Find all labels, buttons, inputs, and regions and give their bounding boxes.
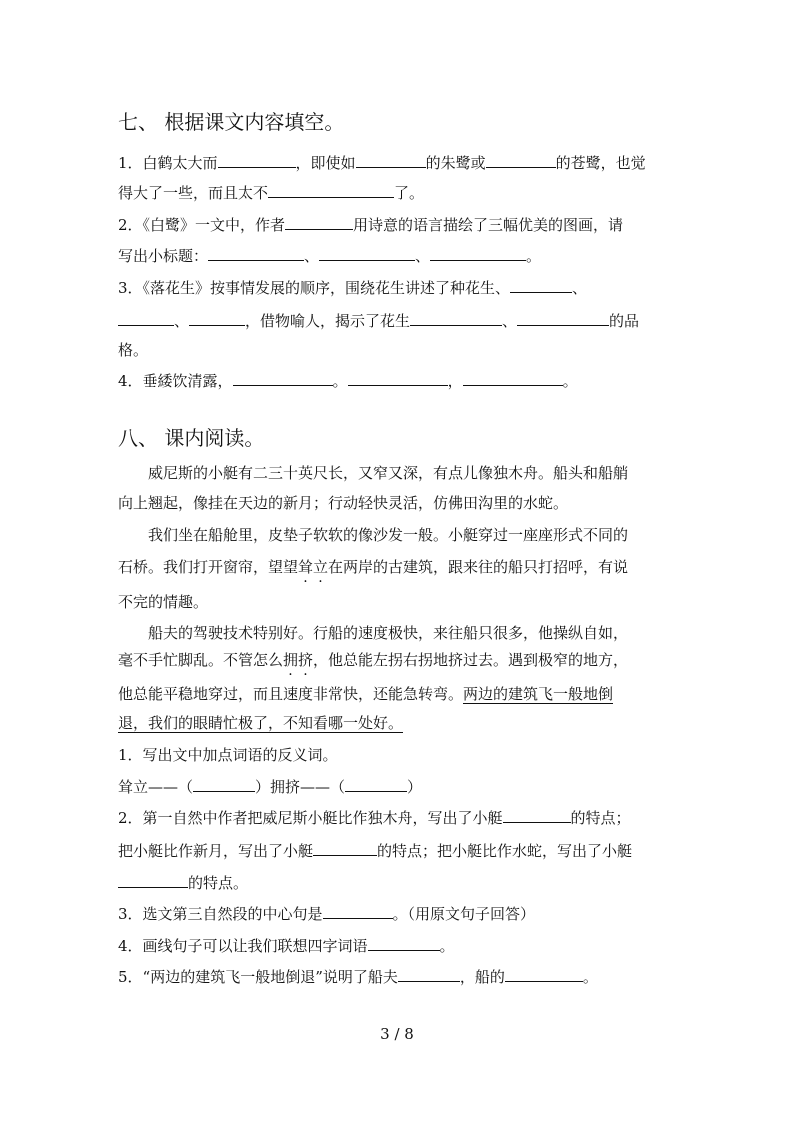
blank[interactable]: [118, 310, 174, 326]
text: 在两岸的古建筑，跟来往的船只打招呼，有说: [328, 558, 629, 576]
text: 耸立——（: [118, 778, 194, 796]
blank[interactable]: [486, 152, 556, 168]
section-7-title: 七、 根据课文内容填空。: [118, 110, 345, 134]
text: ）拥挤——（: [255, 778, 346, 796]
passage-p3-line4: [118, 713, 403, 733]
dotted-char: 拥: [283, 651, 299, 669]
text: 写出小标题：: [118, 247, 209, 265]
blank[interactable]: [517, 310, 609, 326]
text: 的特点；: [570, 809, 631, 827]
blank[interactable]: [233, 370, 333, 386]
passage-p2-line3: 不完的情趣。: [118, 593, 209, 611]
text: 用诗意的语言描绘了三幅优美的图画，请: [353, 216, 624, 234]
text: 毫不手忙脚乱。不管怎么: [118, 651, 284, 669]
passage-p1-line2: 向上翘起，像挂在天边的新月；行动轻快灵活，仿佛田沟里的水蛇。: [118, 494, 569, 512]
passage-p2-line2: [118, 557, 628, 577]
blank[interactable]: [368, 935, 440, 951]
text: 3．选文第三自然段的中心句是: [118, 905, 323, 923]
text: 2．第一自然中作者把威尼斯小艇比作独木舟，写出了小艇: [118, 809, 503, 827]
blank[interactable]: [319, 245, 415, 261]
s8-q3: [118, 903, 535, 924]
blank[interactable]: [348, 370, 448, 386]
blank[interactable]: [398, 966, 460, 982]
s7-q3-line1: [118, 277, 587, 298]
s8-q2-line1: [118, 807, 631, 828]
s8-q1-answers: [118, 776, 422, 797]
s8-q5: [118, 966, 598, 987]
s8-q4: [118, 935, 455, 956]
text: 的特点；把小艇比作水蛇，写出了小艇: [377, 842, 633, 860]
s7-q2-line1: [118, 214, 623, 235]
text: ，他总能左拐右拐地挤过去。遇到极窄的地方，: [313, 651, 629, 669]
text: 的特点。: [188, 874, 249, 892]
text: 、: [304, 247, 320, 265]
s7-q4-line: [118, 370, 578, 391]
section-8-title: 八、 课内阅读。: [118, 426, 265, 450]
blank[interactable]: [345, 776, 407, 792]
passage-p2-line1: 我们坐在船舱里，皮垫子软软的像沙发一般。小艇穿过一座座形式不同的: [148, 526, 629, 544]
s7-q1-line2: [118, 182, 424, 203]
blank[interactable]: [189, 310, 245, 326]
dotted-char: 耸: [298, 558, 314, 576]
text: 了。: [394, 184, 425, 202]
blank[interactable]: [193, 776, 255, 792]
text: ，借物喻人，揭示了花生: [245, 312, 411, 330]
blank[interactable]: [208, 245, 304, 261]
blank[interactable]: [323, 903, 393, 919]
text: ，即使如: [295, 154, 356, 172]
text: 1．白鹤太大而: [118, 154, 218, 172]
blank[interactable]: [268, 182, 394, 198]
text: 、: [174, 312, 190, 330]
blank[interactable]: [218, 152, 296, 168]
text: 。: [439, 937, 455, 955]
text: 。: [562, 372, 578, 390]
s7-q3-line3: 格。: [118, 341, 149, 359]
s8-q1: 1．写出文中加点词语的反义词。: [118, 746, 338, 764]
text: 3．《落花生》按事情发展的顺序，围绕花生讲述了种花生、: [118, 279, 511, 297]
text: ，: [447, 372, 463, 390]
s7-q3-line2: [118, 310, 639, 331]
text: 4．垂緌饮清露，: [118, 372, 233, 390]
text: 。: [332, 372, 348, 390]
blank[interactable]: [505, 966, 583, 982]
passage-p3-line1: 船夫的驾驶技术特别好。行船的速度极快，来往船只很多，他操纵自如，: [148, 624, 629, 642]
blank[interactable]: [313, 840, 377, 856]
blank[interactable]: [410, 310, 502, 326]
text: 的朱鹭或: [425, 154, 486, 172]
text: 他总能平稳地穿过，而且速度非常快，还能急转弯。: [118, 685, 464, 703]
s7-q2-line2: [118, 245, 541, 266]
passage-p3-line3: [118, 684, 613, 704]
page-number: 3 / 8: [380, 1025, 414, 1043]
text: 、: [502, 312, 518, 330]
text: 。: [526, 247, 542, 265]
text: 。: [582, 968, 598, 986]
blank[interactable]: [430, 245, 526, 261]
passage-p3-line2: [118, 650, 628, 670]
blank[interactable]: [503, 807, 571, 823]
blank[interactable]: [285, 214, 353, 230]
blank[interactable]: [463, 370, 563, 386]
blank[interactable]: [118, 872, 188, 888]
dotted-char: 挤: [298, 651, 314, 669]
underlined-sentence: 退，我们的眼睛忙极了，不知看哪一处好。: [118, 714, 404, 732]
text: ，船的: [459, 968, 505, 986]
dotted-char: 立: [313, 558, 329, 576]
text: 、: [415, 247, 431, 265]
text: 4．画线句子可以让我们联想四字词语: [118, 937, 368, 955]
passage-p1-line1: 威尼斯的小艇有二三十英尺长，又窄又深，有点儿像独木舟。船头和船艄: [148, 464, 629, 482]
text: 把小艇比作新月，写出了小艇: [118, 842, 314, 860]
s8-q2-line2: [118, 840, 632, 861]
text: 的品: [609, 312, 640, 330]
underlined-sentence: 两边的建筑飞一般地倒: [463, 685, 614, 703]
text: 、: [572, 279, 588, 297]
text: 。（用原文句子回答）: [392, 905, 536, 923]
blank[interactable]: [510, 277, 572, 293]
s8-q2-line3: [118, 872, 248, 893]
s7-q1-line1: [118, 152, 646, 173]
text: 石桥。我们打开窗帘，望望: [118, 558, 299, 576]
text: 5．“两边的建筑飞一般地倒退”说明了船夫: [118, 968, 398, 986]
blank[interactable]: [356, 152, 426, 168]
text: 得大了一些，而且太不: [118, 184, 269, 202]
text: 2．《白鹭》一文中，作者: [118, 216, 286, 234]
text: 的苍鹭，也觉: [555, 154, 646, 172]
text: ）: [407, 778, 423, 796]
